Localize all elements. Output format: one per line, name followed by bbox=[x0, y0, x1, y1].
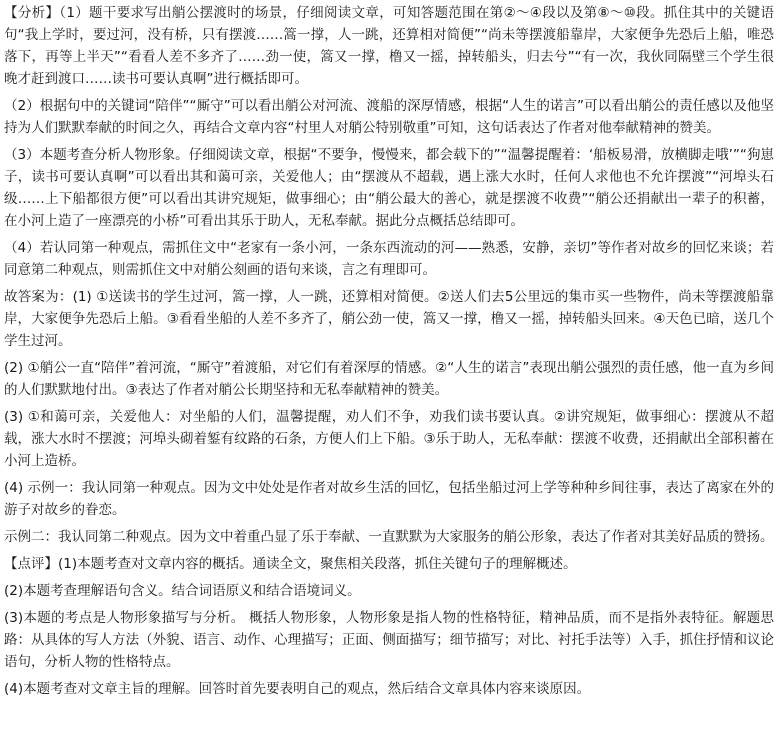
analysis-paragraph-4: （4）若认同第一种观点，需抓住文中“老家有一条小河，一条东西流动的河——熟悉，安静，亲切”等作者对故乡的回忆来谈；若同意第二种观点，则需抓住文中对艄公刻画的语句来谈，言之有理即可。 bbox=[4, 240, 774, 278]
answer-paragraph-4-example-1: (4) 示例一：我认同第一种观点。因为文中处处是作者对故乡生活的回忆，包括坐船过河上学等种种乡间往事，表达了离家在外的游子对故乡的眷恋。 bbox=[4, 480, 774, 518]
comment-paragraph-4: (4)本题考查对文章主旨的理解。回答时首先要表明自己的观点，然后结合文章具体内容来谈原因。 bbox=[4, 681, 591, 697]
comment-paragraph-3: (3)本题的考点是人物形象描写与分析。 概括人物形象，人物形象是指人物的性格特征，精神品质，而不是指外表特征。解题思路：从具体的写人方法（外貌、语言、动作、心理描写；正面、侧面描写；细节描写；对比、衬托手法等）入手，抓住抒情和议论语句，分析人物的性格特点。 bbox=[4, 610, 774, 670]
answer-paragraph-3: (3) ①和蔼可亲，关爱他人：对坐船的人们，温馨提醒，劝人们不争，劝我们读书要认真。②讲究规矩，做事细心：摆渡从不超载，涨大水时不摆渡；河埠头砌着錾有纹路的石条，方便人们上下船。③乐于助人，无私奉献：摆渡不收费，还捐献出全部积蓄在小河上造桥。 bbox=[4, 409, 774, 469]
analysis-paragraph-3: （3）本题考查分析人物形象。仔细阅读文章，根据“不要争，慢慢来，都会载下的”“温馨提醒着：‘船板易滑，放横脚走哦’”“狗崽子，读书可要认真啊”可以看出其和蔼可亲，关爱他人；由“摆渡从不超载，遇上涨大水时，任何人求他也不允许摆渡”“河埠头石级……上下船都很方便”可以看出其讲究规矩，做事细心；由“艄公最大的善心，就是摆渡不收费”“艄公还捐献出一辈子的积蓄，在小河上造了一座漂亮的小桥”可看出其乐于助人，无私奉献。据此分点概括总结即可。 bbox=[4, 147, 774, 229]
comment-paragraph-1: 【点评】(1)本题考查对文章内容的概括。通读全文，聚焦相关段落，抓住关键句子的理解概述。 bbox=[4, 556, 577, 572]
answer-paragraph-4-example-2: 示例二：我认同第二种观点。因为文中着重凸显了乐于奉献、一直默默为大家服务的艄公形象，表达了作者对其美好品质的赞扬。 bbox=[4, 529, 774, 545]
comment-paragraph-2: (2)本题考查理解语句含义。结合词语原义和结合语境词义。 bbox=[4, 583, 361, 599]
analysis-paragraph-2: （2）根据句中的关键词“陪伴”“厮守”可以看出艄公对河流、渡船的深厚情感，根据“人生的诺言”可以看出艄公的责任感以及他坚持为人们默默奉献的时间之久，再结合文章内容“村里人对艄公特别敬重”可知，这句话表达了作者对他奉献精神的赞美。 bbox=[4, 98, 774, 136]
answer-paragraph-2: (2) ①艄公一直“陪伴”着河流，“厮守”着渡船，对它们有着深厚的情感。②“人生的诺言”表现出艄公强烈的责任感，他一直为乡间的人们默默地付出。③表达了作者对艄公长期坚持和无私奉献精神的赞美。 bbox=[4, 360, 774, 398]
analysis-paragraph-1: 【分析】（1）题干要求写出艄公摆渡时的场景，仔细阅读文章，可知答题范围在第②～④段以及第⑧～⑩段。抓住其中的关键语句“我上学时，要过河，没有桥，只有摆渡……篙一撑，人一跳，还算相对简便”“尚未等摆渡船靠岸，大家便争先恐后上船，唯恐落下，再等上半天”“看看人差不多齐了……劲一使，篙又一撑，橹又一摇，掉转船头，归去兮”“有一次，我伙同隔壁三个学生很晚才赶到渡口……读书可要认真啊”进行概括即可。 bbox=[4, 5, 774, 87]
answer-paragraph-1: 故答案为：(1) ①送读书的学生过河，篙一撑，人一跳，还算相对简便。②送人们去5公里远的集市买一些物件，尚未等摆渡船靠岸，大家便争先恐后上船。③看看坐船的人差不多齐了，艄公劲一使，篙又一撑，橹又一摇，掉转船头回来。④天色已暗，送几个学生过河。 bbox=[4, 289, 774, 349]
